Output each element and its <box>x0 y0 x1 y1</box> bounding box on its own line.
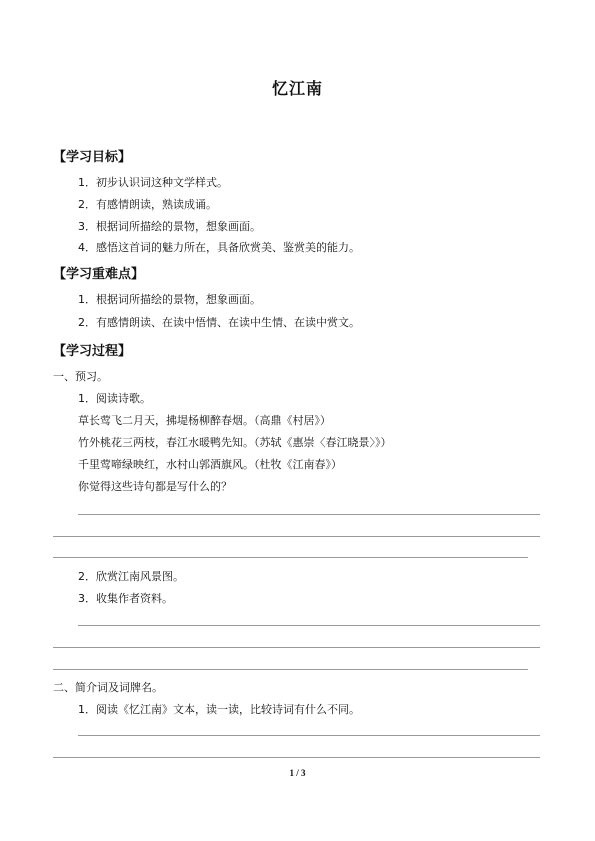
answer-line <box>53 647 540 648</box>
answer-line <box>78 514 540 515</box>
page-title: 忆江南 <box>271 79 323 98</box>
section-heading-goals: 【学习目标】 <box>53 150 132 165</box>
step-item: 2．欣赏江南风景图。 <box>78 570 184 583</box>
goal-item: 1．初步认识词这种文学样式。 <box>78 176 228 189</box>
part-title: 二、简介词及词牌名。 <box>53 681 163 694</box>
section-heading-key-points: 【学习重难点】 <box>53 267 145 282</box>
answer-line <box>53 669 528 670</box>
answer-line <box>53 557 528 558</box>
poem-line: 竹外桃花三两枝，春江水暖鸭先知。（苏轼《惠崇〈春江晓景〉》） <box>78 436 392 449</box>
answer-line <box>78 625 540 626</box>
part-title: 一、预习。 <box>53 370 108 383</box>
goal-item: 4．感悟这首词的魅力所在，具备欣赏美、鉴赏美的能力。 <box>78 241 360 254</box>
answer-line <box>53 536 540 537</box>
step-item: 1．阅读《忆江南》文本，读一读，比较诗词有什么不同。 <box>78 703 360 716</box>
key-point-item: 2．有感情朗读、在读中悟情、在读中生情、在读中赏文。 <box>78 316 360 329</box>
poem-line: 千里莺啼绿映红，水村山郭酒旗风。（杜牧《江南春》） <box>78 458 342 471</box>
poem-line: 草长莺飞二月天，拂堤杨柳醉春烟。（高鼎《村居》） <box>78 414 331 427</box>
page-number: 1 / 3 <box>289 768 306 778</box>
key-point-item: 1．根据词所描绘的景物，想象画面。 <box>78 293 261 306</box>
answer-line <box>78 735 540 736</box>
answer-line <box>53 757 540 758</box>
goal-item: 3．根据词所描绘的景物，想象画面。 <box>78 220 261 233</box>
section-heading-process: 【学习过程】 <box>53 344 132 359</box>
question-text: 你觉得这些诗句都是写什么的？ <box>78 480 232 493</box>
step-item: 1．阅读诗歌。 <box>78 392 151 405</box>
step-item: 3．收集作者资料。 <box>78 592 173 605</box>
goal-item: 2．有感情朗读，熟读成诵。 <box>78 198 217 211</box>
